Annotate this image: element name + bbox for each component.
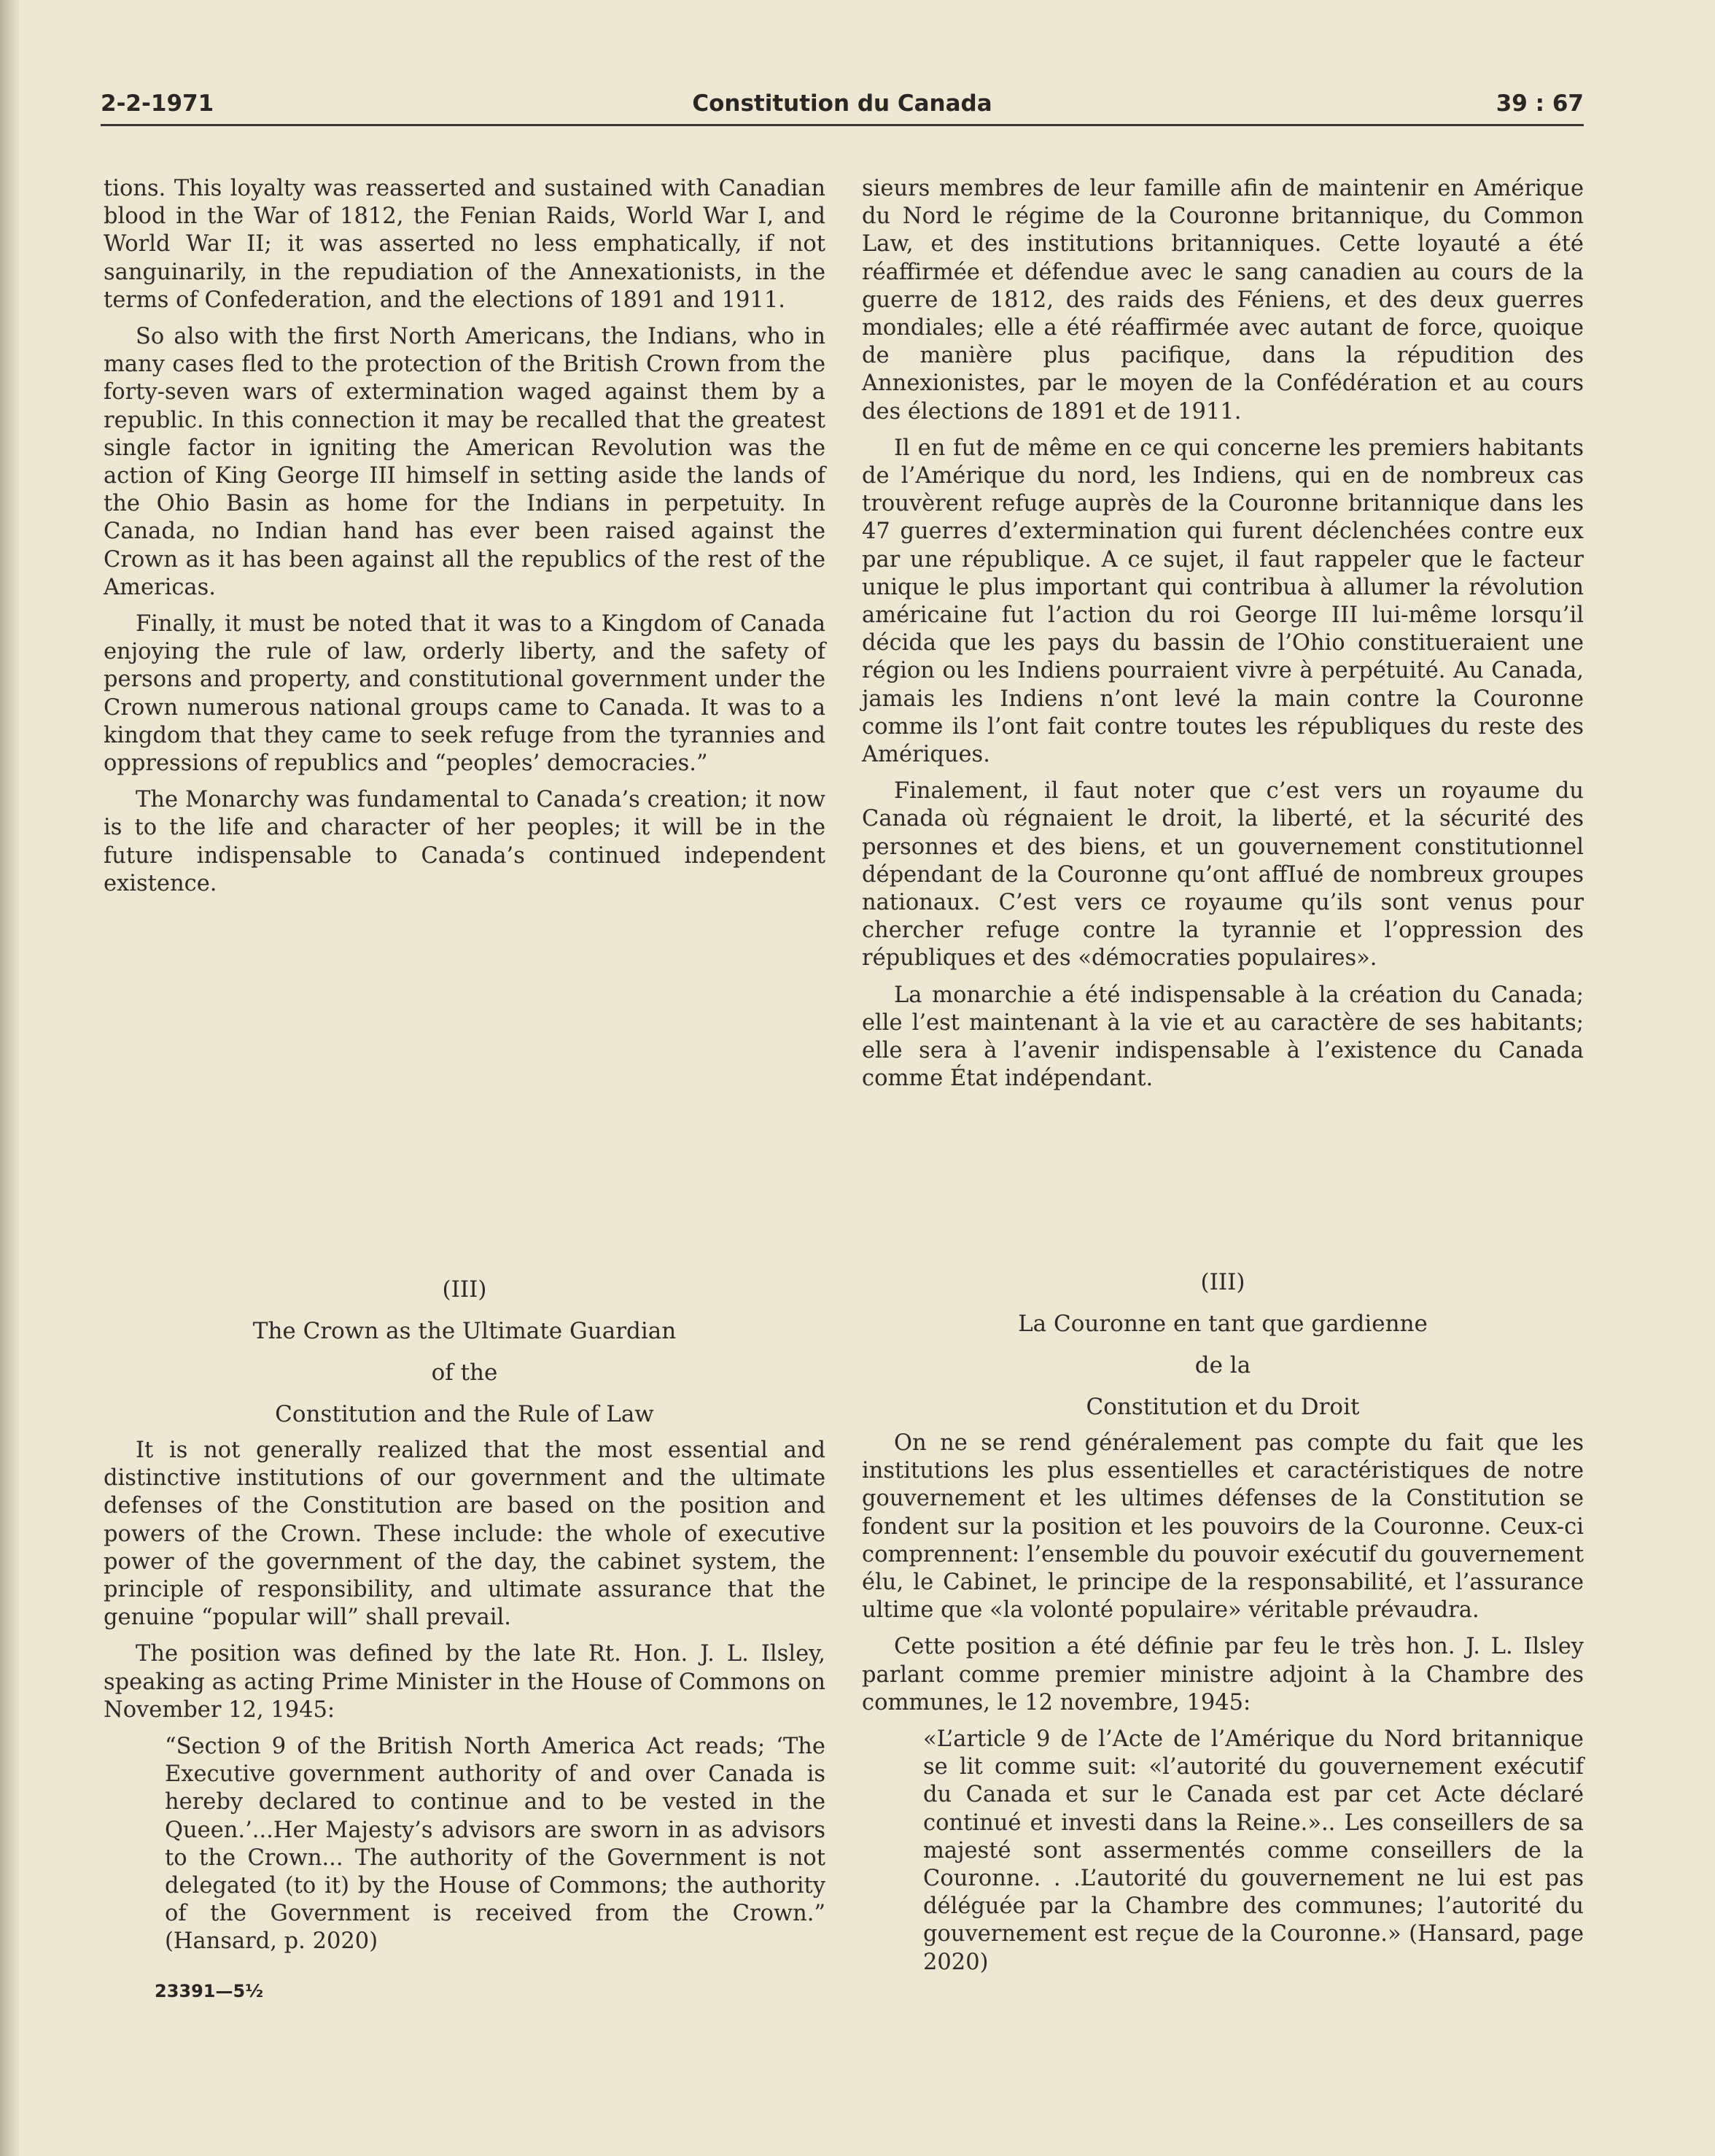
header-rule xyxy=(101,124,1584,126)
paragraph: The Monarchy was fundamental to Canada’s creation; it now is to the life and character of her peoples; it will be in the future indispensable to Canada’s continued independent existence. xyxy=(104,787,825,896)
heading-line: La Couronne en tant que gardienne xyxy=(1018,1311,1428,1337)
quote-text: “Section 9 of the British North America Act reads; ‘The Executive government authority of and over Canada is hereby declared to continue and to be vested in the Queen.’...Her Majesty’s advisors are sworn in as advisors to the Crown... The authority of the Government is not delegated (to it) by the House of Commons; the authority of the Government is received from the Crown.” (Hansard, p. 2020) xyxy=(165,1734,825,1955)
english-section-heading xyxy=(104,1275,825,1441)
section-numeral: (III) xyxy=(1200,1269,1245,1295)
paragraph: Il en fut de même en ce qui concerne les premiers habitants de l’Amérique du nord, les Indiens, qui en de nombreux cas trouvèrent refuge auprès de la Couronne britannique dans les 47 guerres d’extermination qui furent déclenchées contre eux par une république. A ce sujet, il faut rappeler que le facteur unique le plus important qui contribua à allumer la révolution américaine fut l’action du roi George III lui-même lorsqu’il décida que les pays du bassin de l’Ohio constitueraient une région ou les Indiens pourraient vivre à perpétuité. Au Canada, jamais les Indiens n’ont levé la main contre la Couronne comme ils l’ont fait contre toutes les républiques du reste des Amériques. xyxy=(862,435,1584,768)
header-date: 2-2-1971 xyxy=(101,90,214,117)
paragraph: It is not generally realized that the most essential and distinctive institutions of our government and the ultimate defenses of the Constitution are based on the position and powers of the Crown. These include: the whole of executive power of the government of the day, the cabinet system, the principle of responsibility, and ultimate assurance that the genuine “popular will” shall prevail. xyxy=(104,1438,825,1631)
paragraph: Finalement, il faut noter que c’est vers un royaume du Canada où régnaient le droit, la liberté, et la sécurité des personnes et des biens, et un gouvernement constitutionnel dépendant de la Couronne qu’ont affIué de nombreux groupes nationaux. C’est vers ce royaume qu’ils sont venus pour chercher refuge contre la tyrannie et l’oppression des républiques et des «démocraties populaires». xyxy=(862,778,1584,972)
heading-line: The Crown as the Ultimate Guardian xyxy=(252,1318,677,1344)
paragraph: The position was defined by the late Rt. Hon. J. L. Ilsley, speaking as acting Prime Minister in the House of Commons on November 12, 1945: xyxy=(104,1641,825,1723)
binding-edge xyxy=(0,0,19,2156)
paragraph: tions. This loyalty was reasserted and sustained with Canadian blood in the War of 1812, the Fenian Raids, World War I, and World War II; it was asserted no less emphatically, if not sanguinarily, in the repudiation of the Annexationists, in the terms of Confederation, and the elections of 1891 and 1911. xyxy=(104,176,825,313)
heading-line: Constitution and the Rule of Law xyxy=(275,1401,654,1427)
french-section-heading xyxy=(862,1268,1584,1434)
english-column-bottom xyxy=(104,1437,825,1965)
printer-code: 23391—5½ xyxy=(155,1981,264,2001)
paragraph: La monarchie a été indispensable à la création du Canada; elle l’est maintenant à la vie et au caractère de ses habitants; elle sera à l’avenir indispensable à l’existence du Canada comme État indépendant. xyxy=(862,982,1584,1092)
heading-line: Constitution et du Droit xyxy=(1086,1394,1360,1420)
page-header xyxy=(101,86,1584,124)
paragraph: Finally, it must be noted that it was to a Kingdom of Canada enjoying the rule of law, orderly liberty, and the safety of persons and property, and constitutional government under the Crown numerous national groups came to Canada. It was to a kingdom that they came to seek refuge from the tyrannies and oppressions of republics and “peoples’ democracies.” xyxy=(104,611,825,777)
section-numeral: (III) xyxy=(442,1276,487,1303)
header-title: Constitution du Canada xyxy=(692,90,992,117)
paragraph: sieurs membres de leur famille afin de maintenir en Amérique du Nord le régime de la Couronne britannique, du Common Law, et des institutions britanniques. Cette loyauté a été réaffirmée et défendue avec le sang canadien au cours de la guerre de 1812, des raids des Féniens, et des deux guerres mondiales; elle a été réaffirmée avec autant de force, quoique de manière plus pacifique, dans la répudition des Annexionistes, par le moyen de la Confédération et au cours des élections de 1891 et de 1911. xyxy=(862,176,1584,424)
paragraph: Cette position a été définie par feu le très hon. J. L. Ilsley parlant comme premier ministre adjoint à la Chambre des communes, le 12 novembre, 1945: xyxy=(862,1634,1584,1715)
block-quote xyxy=(923,1726,1584,1977)
heading-line: of the xyxy=(431,1360,498,1386)
header-page-number: 39 : 67 xyxy=(1496,90,1584,117)
english-column-top xyxy=(104,175,825,907)
paragraph: On ne se rend généralement pas compte du fait que les institutions les plus essentielles et caractéristiques de notre gouvernement et les ultimes défenses de la Constitution se fondent sur la position et les pouvoirs de la Couronne. Ceux-ci comprennent: l’ensemble du pouvoir exécutif du gouvernement élu, le Cabinet, le principe de la responsabilité, et l’assurance ultime que «la volonté populaire» véritable prévaudra. xyxy=(862,1430,1584,1624)
quote-text: «L’article 9 de l’Acte de l’Amérique du Nord britannique se lit comme suit: «l’autorité du gouvernement exécutif du Canada et sur le Canada est par cet Acte déclaré continué et investi dans la Reine.».. Les conseillers de sa majesté sont assermentés comme conseillers de la Couronne. . .L’autorité du gouvernement ne lui est pas déléguée par la Chambre des communes; l’autorité du gouvernement est reçue de la Couronne.» (Hansard, page 2020) xyxy=(923,1726,1584,1975)
paragraph: So also with the first North Americans, the Indians, who in many cases fled to the protection of the British Crown from the forty-seven wars of extermination waged against them by a republic. In this connection it may be recalled that the greatest single factor in igniting the American Revolution was the action of King George III himself in setting aside the lands of the Ohio Basin as home for the Indians in perpetuity. In Canada, no Indian hand has ever been raised against the Crown as it has been against all the republics of the rest of the Americas. xyxy=(104,324,825,600)
block-quote xyxy=(165,1733,825,1956)
french-column-top xyxy=(862,175,1584,1102)
heading-line: de la xyxy=(1194,1352,1251,1378)
french-column-bottom xyxy=(862,1430,1584,1985)
